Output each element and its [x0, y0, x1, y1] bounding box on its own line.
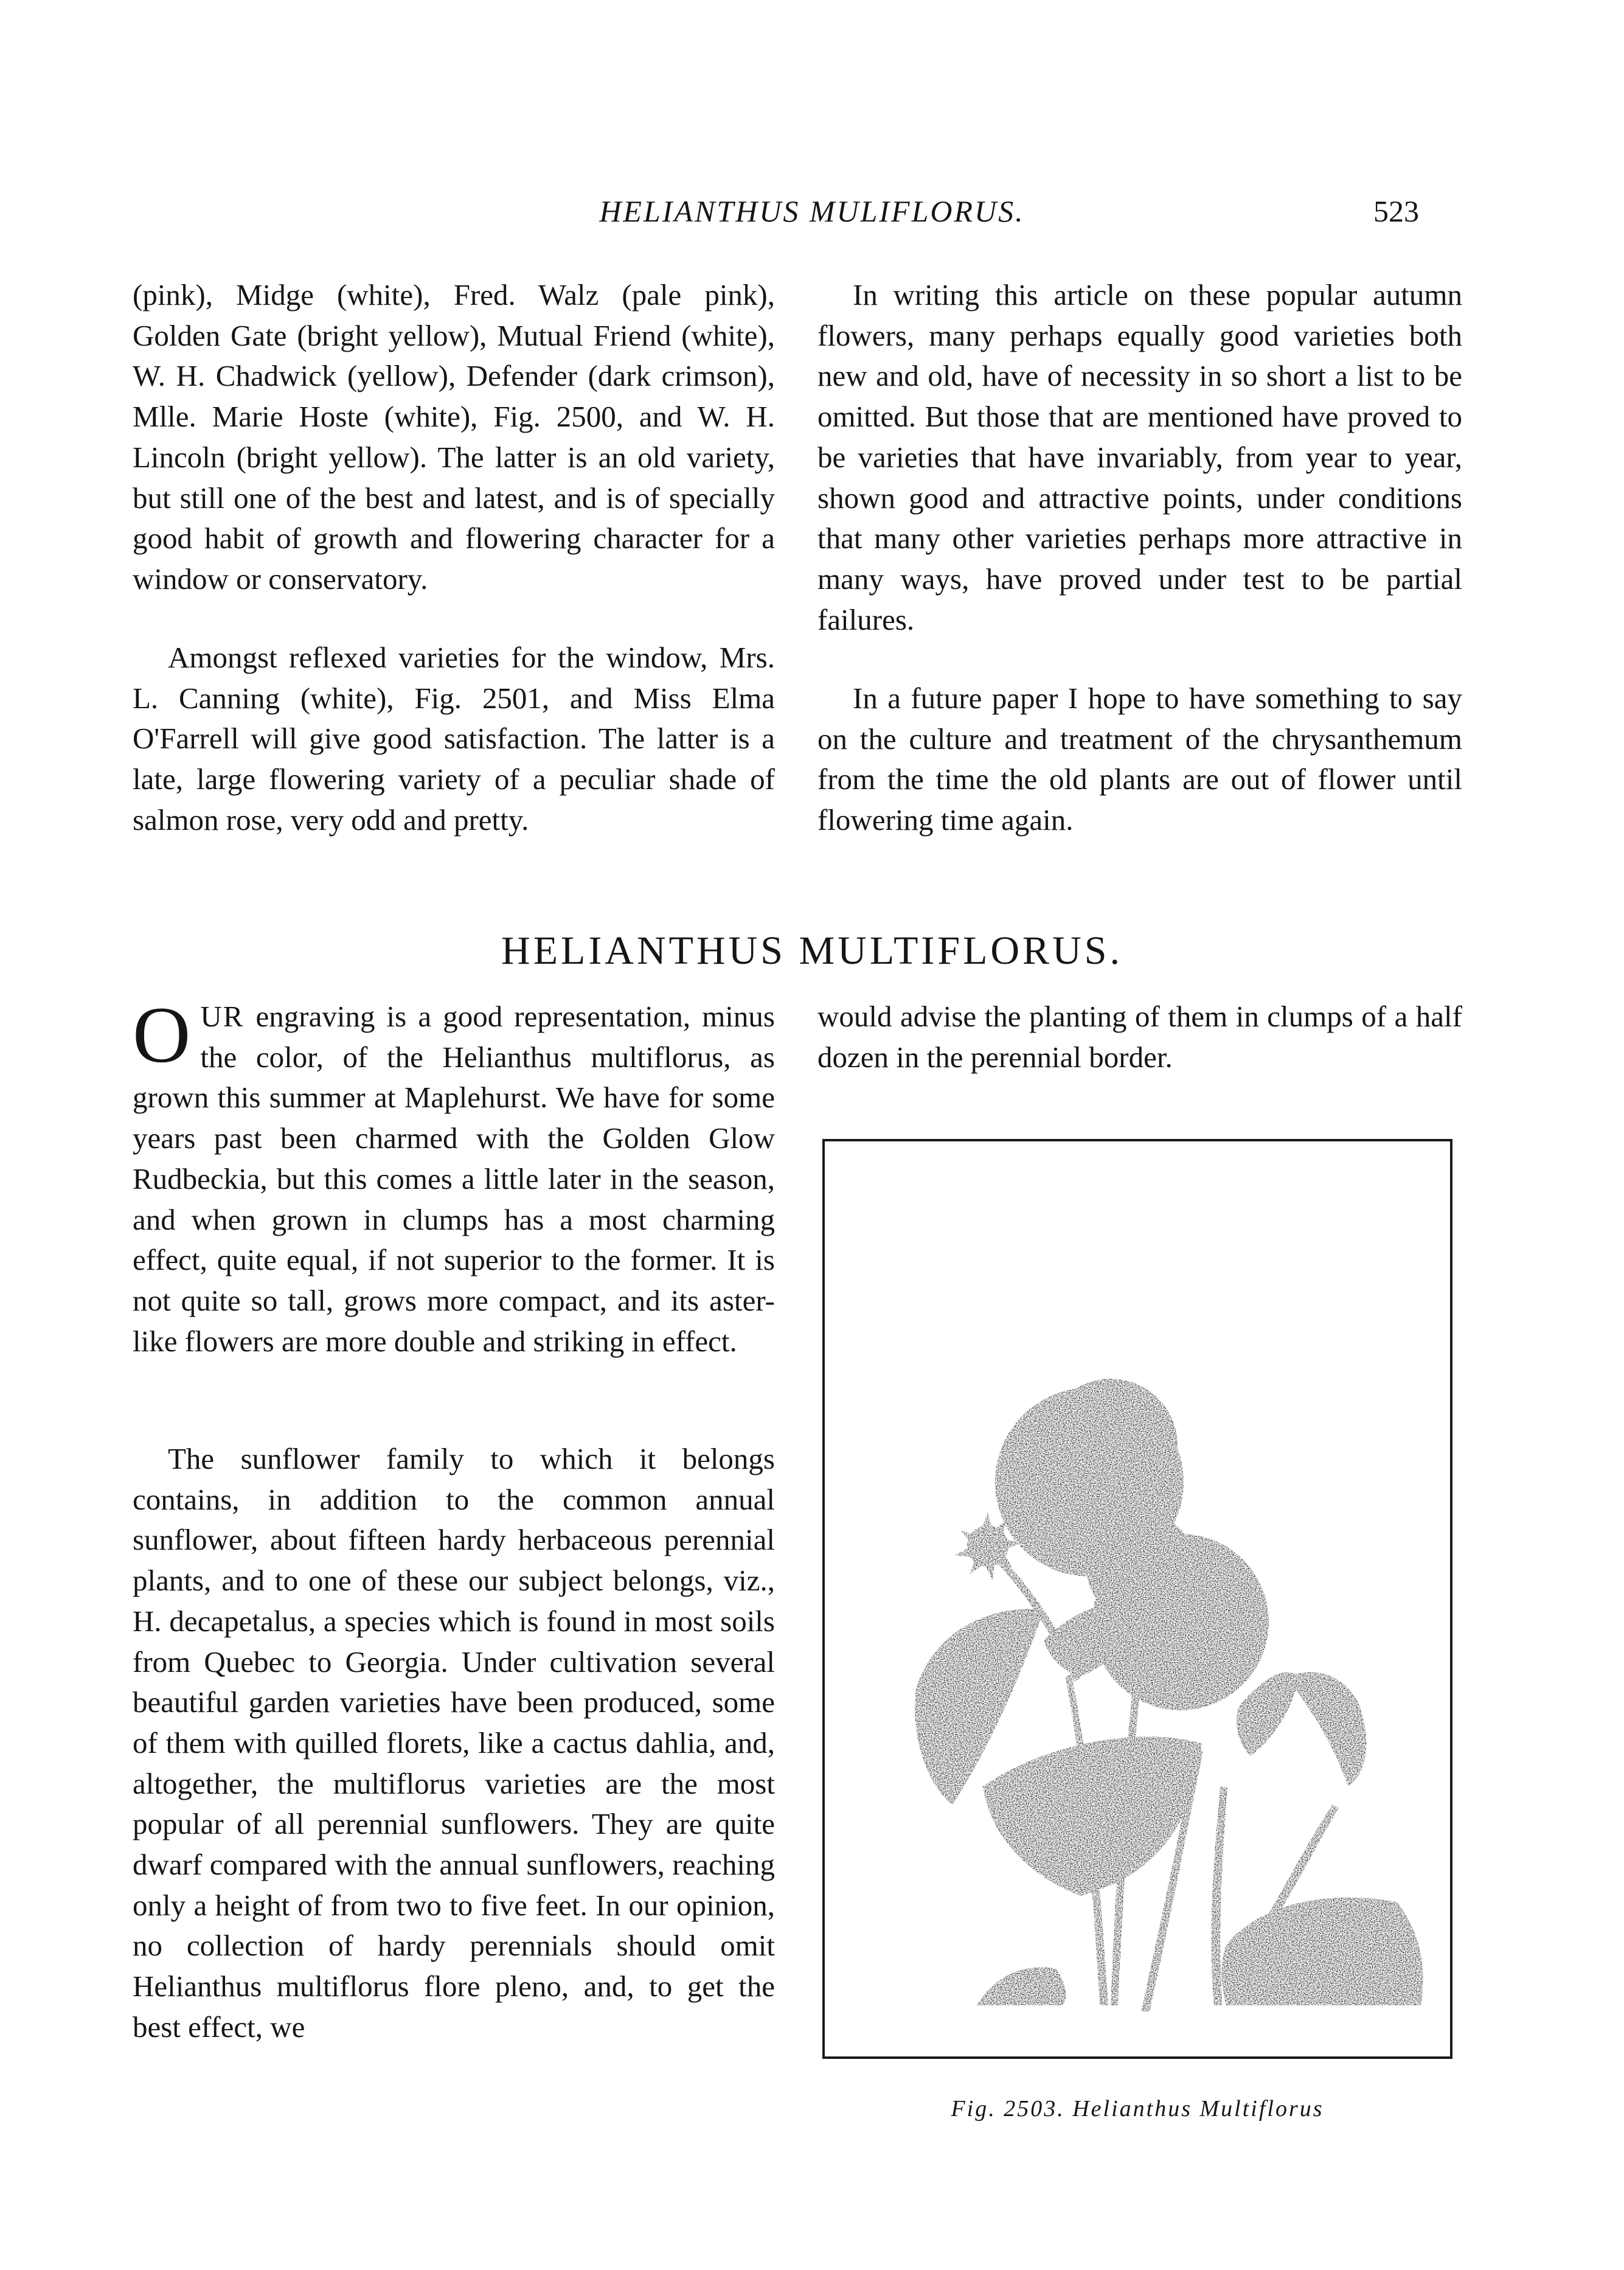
- article-paragraph-2: [133, 1439, 775, 2048]
- figure-caption: Fig. 2503. Helianthus Multiflorus: [951, 2096, 1324, 2122]
- paragraph-text: (pink), Midge (white), Fred. Walz (pale pink), Golden Gate (bright yellow), Mutual Friend (white), W. H. Chadwick (yellow), Defender (dark crimson), Mlle. Marie Hoste (white), Fig. 2500, and W. H. Lincoln (bright yellow). The latter is an old variety, but still one of the best and latest, and is of specially good habit of growth and flowering character for a window or conservatory.: [133, 278, 775, 596]
- paragraph-text: The sunflower family to which it belongs contains, in addition to the common annual sunflower, about fifteen hardy herbaceous perennial plants, and to one of these our subject belongs, viz., H. decapetalus, a species which is found in most soils from Quebec to Georgia. Under cultivation several beautiful garden varieties have been produced, some of them with quilled florets, like a cactus dahlia, and, altogether, the multiflorus varieties are the most popular of all perennial sunflowers. They are quite dwarf compared with the annual sunflowers, reaching only a height of from two to five feet. In our opinion, no collection of hardy perennials should omit Helianthus multiflorus flore pleno, and, to get the best effect, we: [133, 1442, 775, 2044]
- figure-engraving: [822, 1139, 1452, 2059]
- helianthus-illustration: [825, 1141, 1450, 2056]
- top-left-paragraph-2: [133, 638, 775, 841]
- paragraph-text: In a future paper I hope to have something to say on the culture and treatment of the chrysanthemum from the time the old plants are out of flower until flowering time again.: [817, 681, 1462, 837]
- top-right-paragraph-1: [817, 275, 1462, 640]
- top-right-paragraph-2: [817, 678, 1462, 841]
- paragraph-text: Amongst reflexed varieties for the window, Mrs. L. Canning (white), Fig. 2501, and Miss Elma O'Farrell will give good satisfaction. The latter is a late, large flowering variety of a peculiar shade of salmon rose, very odd and pretty.: [133, 641, 775, 837]
- paragraph-text: In writing this article on these popular autumn flowers, many perhaps equally good varieties both new and old, have of necessity in so short a list to be omitted. But those that are mentioned have proved to be varieties that have invariably, from year to year, shown good and attractive points, under conditions that many other varieties perhaps more attractive in many ways, have proved under test to be partial failures.: [817, 278, 1462, 636]
- article-paragraph-1: [133, 990, 775, 1362]
- first-word: UR: [200, 1000, 245, 1033]
- running-title: HELIANTHUS MULIFLORUS.: [599, 194, 1025, 228]
- drop-cap: O: [133, 990, 191, 1079]
- article-heading: HELIANTHUS MULTIFLORUS.: [501, 928, 1123, 973]
- paragraph-text: [133, 990, 775, 1362]
- paragraph-text: would advise the planting of them in clumps of a half dozen in the perennial border.: [817, 1000, 1462, 1074]
- article-right-column: [817, 997, 1462, 1078]
- page-number: 523: [1373, 194, 1419, 228]
- paragraph-rest: engraving is a good representation, minus the color, of the Helianthus multiflorus, as grown this summer at Maplehurst. We have for some years past been charmed with the Golden Glow Rudbeckia, but this comes a little later in the season, and when grown in clumps has a most charming effect, quite equal, if not superior to the former. It is not quite so tall, grows more compact, and its aster-like flowers are more double and striking in effect.: [133, 1000, 775, 1358]
- top-left-paragraph-1: [133, 275, 775, 600]
